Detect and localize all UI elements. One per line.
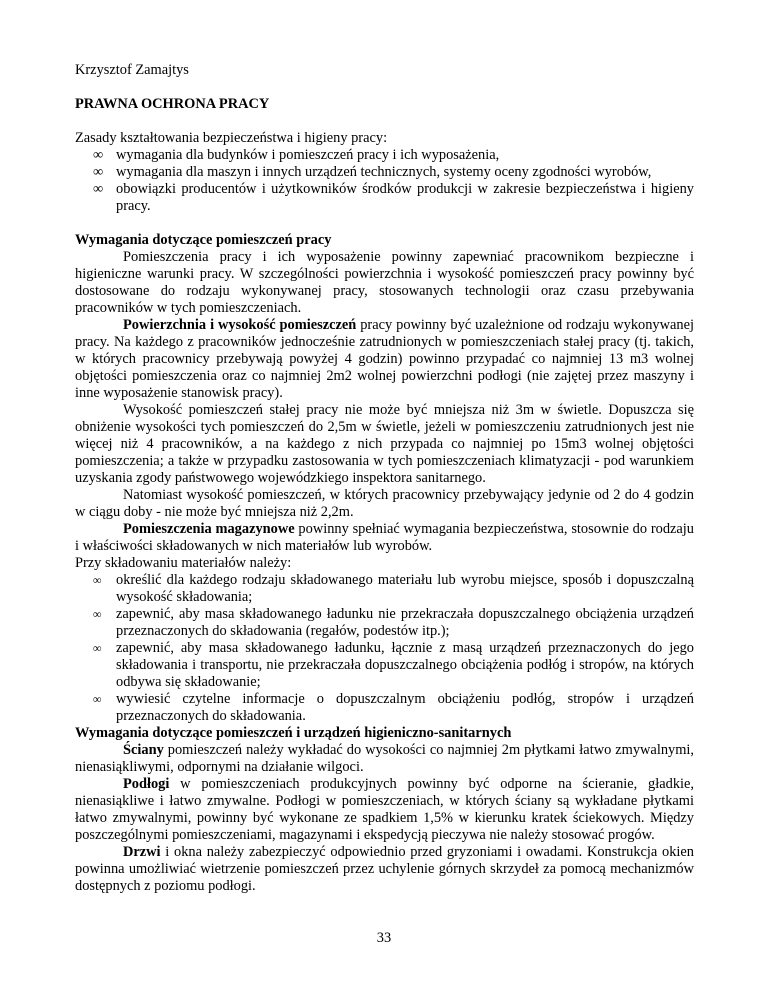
intro-list xyxy=(75,147,694,215)
infinity-bullet-icon: ∞ xyxy=(93,147,104,163)
bold-term: Ściany xyxy=(123,742,164,758)
section-heading: Wymagania dotyczące pomieszczeń i urządzeń higieniczno-sanitarnych xyxy=(75,725,512,741)
bold-term: Pomieszczenia magazynowe xyxy=(123,521,295,537)
document-page xyxy=(75,62,694,895)
paragraph: Powierzchnia i wysokość pomieszczeń pracy powinny być uzależnione od rodzaju wykonywanej pracy. Na każdego z pracowników jednocześnie zatrudnionych w pomieszczeniach stałej pracy (tj. takich, w których pracownicy przebywają powyżej 4 godzin) powinno przypadać co najmniej 13 m3 wolnej objętości pomieszczenia oraz co najmniej 2m2 wolnej powierzchni podłogi (nie zajętej przez maszyny i inne wyposażenie stanowisk pracy). xyxy=(75,317,694,401)
page-number: 33 xyxy=(376,930,392,946)
paragraph: Przy składowaniu materiałów należy: xyxy=(75,555,292,571)
list-item: ∞ zapewnić, aby masa składowanego ładunku nie przekraczała dopuszczalnego obciążenia urządzeń przeznaczonych do składowania (regałów, podestów itp.); xyxy=(93,606,694,639)
author-name: Krzysztof Zamajtys xyxy=(75,62,189,78)
infinity-bullet-icon: ∞ xyxy=(93,164,104,180)
list-item: ∞ wymagania dla maszyn i innych urządzeń technicznych, systemy oceny zgodności wyrobów, xyxy=(93,164,652,180)
list-item: ∞ wywiesić czytelne informacje o dopuszczalnym obciążeniu podłóg, stropów i urządzeń przeznaczonych do składowania. xyxy=(93,691,694,724)
bold-term: Drzwi xyxy=(123,844,161,860)
infinity-bullet-icon: ∞ xyxy=(93,607,102,621)
section-heading: Wymagania dotyczące pomieszczeń pracy xyxy=(75,232,332,248)
bold-term: Podłogi xyxy=(123,776,170,792)
paragraph: Pomieszczenia pracy i ich wyposażenie powinny zapewniać pracownikom bezpieczne i higieniczne warunki pracy. W szczególności powierzchnia i wysokość pomieszczeń pracy powinny być dostosowane do rodzaju wykonywanej pracy, stosowanych technologii oraz czasu przebywania pracowników w tych pomieszczeniach. xyxy=(75,249,694,316)
paragraph: Podłogi w pomieszczeniach produkcyjnych powinny być odporne na ścieranie, gładkie, nienasiąkliwe i łatwo zmywalne. Podłogi w pomieszczeniach, w których ściany są wykładane płytkami łatwo zmywalnymi, powinny być wykonane ze spadkiem 1,5% w kierunku kratek ściekowych. Między poszczególnymi pomieszczeniami, magazynami i ekspedycją pieczywa nie należy stosować progów. xyxy=(75,776,694,843)
storage-list xyxy=(75,572,694,725)
paragraph: Pomieszczenia magazynowe powinny spełniać wymagania bezpieczeństwa, stosownie do rodzaju i właściwości składowanych w nich materiałów lub wyrobów. xyxy=(75,521,694,554)
infinity-bullet-icon: ∞ xyxy=(93,181,104,197)
infinity-bullet-icon: ∞ xyxy=(93,573,102,587)
paragraph: Natomiast wysokość pomieszczeń, w których pracownicy przebywający jedynie od 2 do 4 godzin w ciągu doby - nie może być mniejsza niż 2,2m. xyxy=(75,487,694,520)
list-item: ∞ zapewnić, aby masa składowanego ładunku, łącznie z masą urządzeń przeznaczonych do jego składowania i transportu, nie przekraczała dopuszczalnego obciążenia podłóg i stropów, na których odbywa się składowanie; xyxy=(93,640,694,690)
list-item: ∞ określić dla każdego rodzaju składowanego materiału lub wyrobu miejsce, sposób i dopuszczalną wysokość składowania; xyxy=(93,572,694,605)
infinity-bullet-icon: ∞ xyxy=(93,641,102,655)
list-item: ∞ obowiązki producentów i użytkowników środków produkcji w zakresie bezpieczeństwa i higieny pracy. xyxy=(93,181,694,214)
paragraph: Ściany pomieszczeń należy wykładać do wysokości co najmniej 2m płytkami łatwo zmywalnymi, nienasiąkliwymi, odpornymi na działanie wilgoci. xyxy=(75,742,694,775)
paragraph: Wysokość pomieszczeń stałej pracy nie może być mniejsza niż 3m w świetle. Dopuszcza się obniżenie wysokości tych pomieszczeń do 2,5m w świetle, jeżeli w pomieszczeniu zatrudnionych jest nie więcej niż 4 pracowników, a na każdego z nich przypada co najmniej po 15m3 wolnej objętości pomieszczenia; a także w przypadku zastosowania w tych pomieszczeniach klimatyzacji - pod warunkiem uzyskania zgody państwowego wojewódzkiego inspektora sanitarnego. xyxy=(75,402,694,486)
document-title: PRAWNA OCHRONA PRACY xyxy=(75,96,270,112)
list-item: ∞ wymagania dla budynków i pomieszczeń pracy i ich wyposażenia, xyxy=(93,147,500,163)
infinity-bullet-icon: ∞ xyxy=(93,692,102,706)
intro-lead: Zasady kształtowania bezpieczeństwa i higieny pracy: xyxy=(75,130,388,146)
paragraph: Drzwi i okna należy zabezpieczyć odpowiednio przed gryzoniami i owadami. Konstrukcja okien powinna umożliwiać wietrzenie pomieszczeń przez uchylenie górnych skrzydeł za pomocą mechanizmów dostępnych z poziomu podłogi. xyxy=(75,844,694,894)
bold-term: Powierzchnia i wysokość pomieszczeń xyxy=(123,317,357,333)
